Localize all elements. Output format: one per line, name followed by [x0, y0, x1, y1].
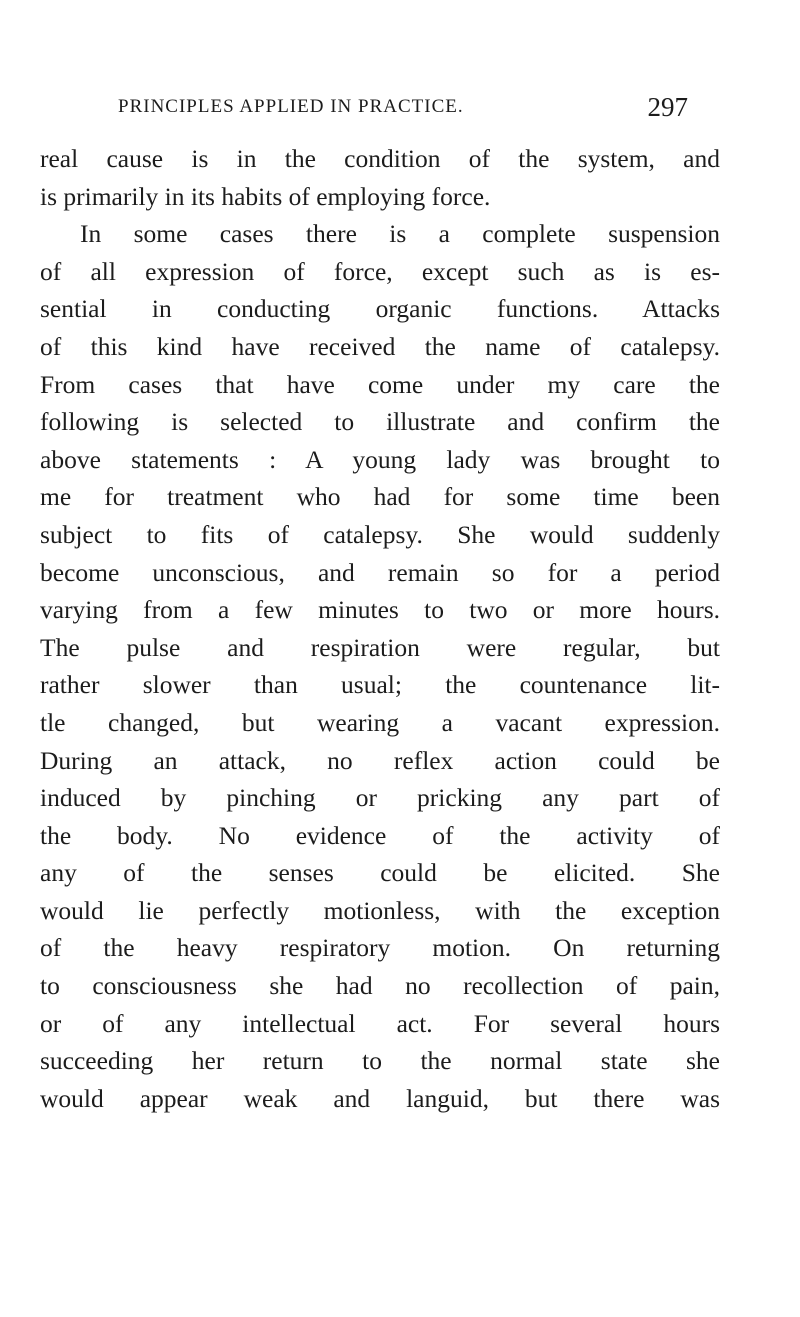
text-line: the body. No evidence of the activity of	[40, 820, 720, 850]
text-line: From cases that have come under my care the	[40, 369, 720, 399]
text-line: induced by pinching or pricking any part of	[40, 783, 720, 813]
text-line: or of any intellectual act. For several hours	[40, 1008, 720, 1038]
text-line: rather slower than usual; the countenance lit-	[40, 670, 720, 700]
text-line: succeeding her return to the normal state she	[40, 1046, 720, 1076]
text-line: would appear weak and languid, but there was	[40, 1083, 720, 1113]
text-line: of this kind have received the name of catalepsy.	[40, 331, 720, 361]
text-line: become unconscious, and remain so for a period	[40, 557, 720, 587]
text-line: In some cases there is a complete suspension	[80, 219, 720, 249]
text-line: During an attack, no reflex action could be	[40, 745, 720, 775]
text-line: of the heavy respiratory motion. On returning	[40, 933, 720, 963]
body-text	[40, 140, 720, 1117]
text-line: me for treatment who had for some time been	[40, 482, 720, 512]
text-line: sential in conducting organic functions. Attacks	[40, 294, 720, 324]
text-line: of all expression of force, except such as is es-	[40, 256, 720, 286]
text-line: The pulse and respiration were regular, but	[40, 632, 720, 662]
text-line: real cause is in the condition of the system, and	[40, 144, 720, 173]
running-head: PRINCIPLES APPLIED IN PRACTICE.	[118, 96, 464, 117]
text-line: subject to fits of catalepsy. She would suddenly	[40, 519, 720, 549]
text-line: any of the senses could be elicited. She	[40, 858, 720, 888]
text-line: tle changed, but wearing a vacant expression.	[40, 707, 720, 737]
text-line: varying from a few minutes to two or more hours.	[40, 595, 720, 625]
text-line: is primarily in its habits of employing force.	[40, 181, 491, 211]
text-line: above statements : A young lady was brought to	[40, 444, 720, 474]
text-line: following is selected to illustrate and confirm the	[40, 407, 720, 437]
page-header	[118, 92, 688, 126]
page-number: 297	[647, 92, 688, 122]
text-line: would lie perfectly motionless, with the exception	[40, 895, 720, 925]
text-line: to consciousness she had no recollection of pain,	[40, 971, 720, 1001]
